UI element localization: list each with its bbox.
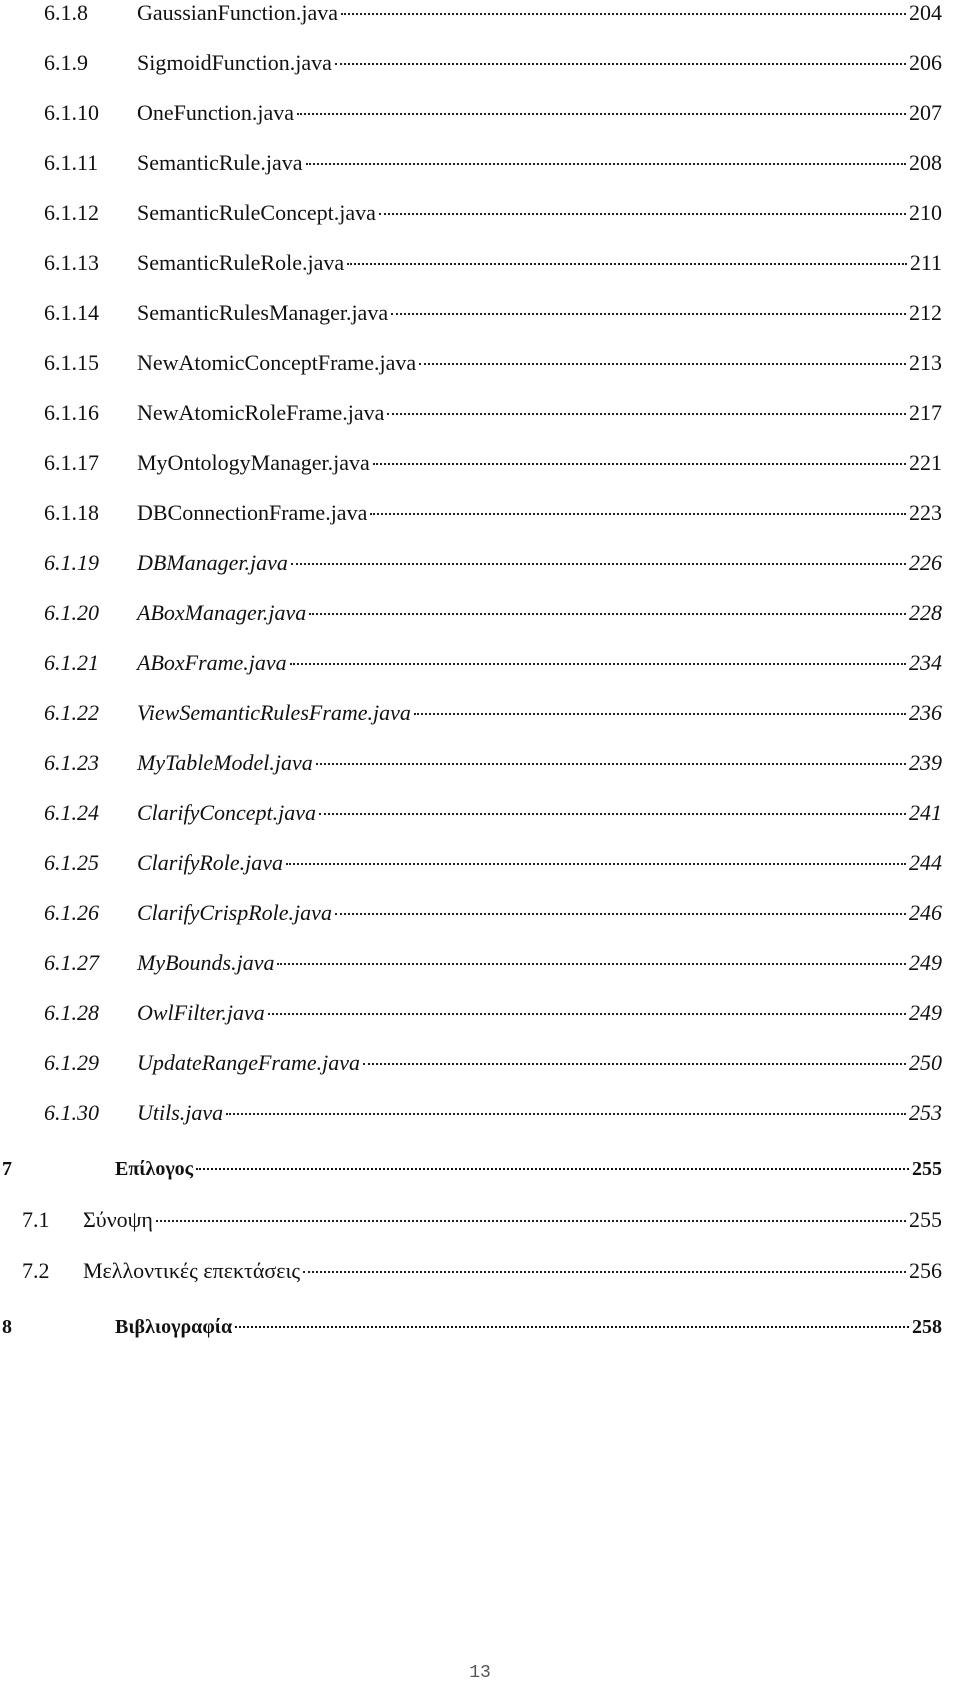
toc-entry-page: 221 <box>909 450 942 475</box>
toc-entry-line <box>137 1000 942 1026</box>
toc-entry-title[interactable]: Βιβλιογραφία <box>115 1316 233 1338</box>
toc-entry-page: 250 <box>909 1050 942 1075</box>
toc-entry-number: 6.1.19 <box>44 550 99 575</box>
toc-entry-number: 6.1.22 <box>44 700 99 725</box>
toc-entry[interactable] <box>0 1316 960 1356</box>
toc-entry-number: 6.1.28 <box>44 1000 99 1025</box>
toc-entry[interactable] <box>0 1100 960 1140</box>
dot-leader <box>335 913 906 915</box>
dot-leader <box>277 963 906 965</box>
toc-entry-page: 206 <box>909 50 942 75</box>
dot-leader <box>373 463 906 465</box>
toc-entry[interactable] <box>0 50 960 90</box>
toc-entry-title[interactable]: ClarifyCrispRole.java <box>137 900 332 925</box>
toc-entry-line <box>137 350 942 376</box>
toc-entry-page: 241 <box>909 800 942 825</box>
toc-entry-title[interactable]: DBManager.java <box>137 550 288 575</box>
toc-entry-number: 6.1.30 <box>44 1100 99 1125</box>
toc-entry-number: 6.1.10 <box>44 100 99 125</box>
dot-leader <box>309 613 906 615</box>
toc-entry-number: 6.1.14 <box>44 300 99 325</box>
dot-leader <box>387 413 906 415</box>
toc-entry-page: 204 <box>909 0 942 25</box>
toc-entry[interactable] <box>0 500 960 540</box>
dot-leader <box>341 13 906 15</box>
page-number: 13 <box>469 1663 491 1683</box>
toc-entry-number: 6.1.18 <box>44 500 99 525</box>
toc-entry[interactable] <box>0 300 960 340</box>
toc-entry[interactable] <box>0 850 960 890</box>
dot-leader <box>391 313 906 315</box>
toc-entry-line <box>137 700 942 726</box>
dot-leader <box>319 813 906 815</box>
toc-entry[interactable] <box>0 0 960 40</box>
toc-entry-number: 6.1.24 <box>44 800 99 825</box>
toc-entry[interactable] <box>0 200 960 240</box>
toc-entry-page: 236 <box>909 700 942 725</box>
toc-entry-title[interactable]: Μελλοντικές επεκτάσεις <box>83 1258 301 1283</box>
toc-entry-title[interactable]: ClarifyRole.java <box>137 850 284 875</box>
toc-entry-line <box>137 200 942 226</box>
dot-leader <box>347 263 907 265</box>
toc-entry-number: 6.1.15 <box>44 350 99 375</box>
dot-leader <box>290 663 906 665</box>
toc-entry-number: 6.1.26 <box>44 900 99 925</box>
toc-entry-line <box>137 900 942 926</box>
dot-leader <box>286 863 906 865</box>
dot-leader <box>316 763 906 765</box>
dot-leader <box>363 1063 906 1065</box>
toc-entry[interactable] <box>0 750 960 790</box>
toc-entry-title[interactable]: ABoxFrame.java <box>137 650 287 675</box>
dot-leader <box>291 563 906 565</box>
toc-entry-number: 6.1.16 <box>44 400 99 425</box>
toc-entry-title[interactable]: MyOntologyManager.java <box>137 450 370 475</box>
toc-entry-page: 255 <box>912 1158 942 1180</box>
toc-entry-line <box>137 0 942 26</box>
toc-entry-page: 212 <box>909 300 942 325</box>
toc-entry-line <box>83 1258 942 1284</box>
toc-entry-title[interactable]: NewAtomicRoleFrame.java <box>137 400 385 425</box>
toc-entry-page: 239 <box>909 750 942 775</box>
dot-leader <box>370 513 906 515</box>
toc-entry-number: 7.1 <box>22 1207 50 1232</box>
toc-entry-page: 208 <box>909 150 942 175</box>
toc-entry[interactable] <box>0 900 960 940</box>
toc-entry-number: 6.1.13 <box>44 250 99 275</box>
toc-entry-page: 253 <box>909 1100 942 1125</box>
toc-entry-title[interactable]: SigmoidFunction.java <box>137 50 332 75</box>
toc-entry-line <box>137 250 942 276</box>
toc-entry-page: 256 <box>909 1258 942 1283</box>
toc-entry[interactable] <box>0 600 960 640</box>
toc-entry-line <box>137 1100 942 1126</box>
toc-entry-line <box>115 1158 942 1181</box>
toc-entry-title[interactable]: MyTableModel.java <box>137 750 313 775</box>
toc-entry-title[interactable]: SemanticRuleRole.java <box>137 250 345 275</box>
toc-entry-number: 6.1.9 <box>44 50 88 75</box>
dot-leader <box>414 713 906 715</box>
toc-entry-page: 234 <box>909 650 942 675</box>
toc-entry-title[interactable]: ViewSemanticRulesFrame.java <box>137 700 411 725</box>
toc-entry[interactable] <box>0 250 960 290</box>
toc-entry-title[interactable]: Επίλογος <box>115 1158 194 1180</box>
toc-entry-title[interactable]: Σύνοψη <box>83 1207 153 1232</box>
toc-entry-page: 211 <box>909 250 942 275</box>
toc-entry-page: 213 <box>909 350 942 375</box>
toc-entry-number: 6.1.29 <box>44 1050 99 1075</box>
toc-entry-title[interactable]: UpdateRangeFrame.java <box>137 1050 360 1075</box>
toc-entry-page: 210 <box>909 200 942 225</box>
dot-leader <box>379 213 906 215</box>
toc-entry-number: 6.1.12 <box>44 200 99 225</box>
toc-entry-title[interactable]: DBConnectionFrame.java <box>137 500 368 525</box>
toc-entry[interactable] <box>0 400 960 440</box>
toc-entry-page: 246 <box>909 900 942 925</box>
toc-entry-number: 6.1.27 <box>44 950 99 975</box>
toc-entry-page: 249 <box>909 950 942 975</box>
toc-entry-title[interactable]: ClarifyConcept.java <box>137 800 317 825</box>
toc-entry-title[interactable]: GaussianFunction.java <box>137 0 339 25</box>
toc-entry-title[interactable]: SemanticRulesManager.java <box>137 300 389 325</box>
toc-entry-line <box>137 450 942 476</box>
toc-entry[interactable] <box>0 1000 960 1040</box>
toc-entry-title[interactable]: SemanticRule.java <box>137 150 303 175</box>
dot-leader <box>297 113 906 115</box>
toc-entry-line <box>137 150 942 176</box>
toc-entry-number: 6.1.23 <box>44 750 99 775</box>
dot-leader <box>196 1168 909 1170</box>
toc-entry-number: 8 <box>2 1316 12 1338</box>
dot-leader <box>335 63 906 65</box>
toc-entry-number: 6.1.21 <box>44 650 99 675</box>
toc-entry[interactable] <box>0 450 960 490</box>
dot-leader <box>268 1013 906 1015</box>
toc-entry-page: 207 <box>909 100 942 125</box>
toc-entry[interactable] <box>0 650 960 690</box>
toc-entry-line <box>83 1207 942 1233</box>
toc-entry[interactable] <box>0 100 960 140</box>
toc-entry-line <box>137 500 942 526</box>
toc-entry-page: 258 <box>912 1316 942 1338</box>
toc-entry-number: 6.1.25 <box>44 850 99 875</box>
toc-entry-line <box>137 850 942 876</box>
toc-entry[interactable] <box>0 1158 960 1198</box>
toc-entry-page: 249 <box>909 1000 942 1025</box>
dot-leader <box>235 1326 909 1328</box>
dot-leader <box>303 1271 906 1273</box>
dot-leader <box>156 1220 906 1222</box>
toc-entry[interactable] <box>0 950 960 990</box>
toc-entry-number: 6.1.20 <box>44 600 99 625</box>
toc-entry-number: 7.2 <box>22 1258 50 1283</box>
toc-entry-title[interactable]: NewAtomicConceptFrame.java <box>137 350 417 375</box>
toc-entry-number: 6.1.17 <box>44 450 99 475</box>
toc-entry[interactable] <box>0 1207 960 1247</box>
toc-entry-line <box>137 650 942 676</box>
toc-entry-page: 223 <box>909 500 942 525</box>
toc-entry-line <box>137 600 942 626</box>
toc-entry-title[interactable]: Utils.java <box>137 1100 224 1125</box>
toc-entry-line <box>137 400 942 426</box>
toc-entry-number: 6.1.8 <box>44 0 88 25</box>
toc-entry-line <box>137 300 942 326</box>
toc-entry-page: 244 <box>909 850 942 875</box>
toc-entry-page: 255 <box>909 1207 942 1232</box>
toc-entry-line <box>137 1050 942 1076</box>
toc-entry-title[interactable]: MyBounds.java <box>137 950 275 975</box>
dot-leader <box>419 363 906 365</box>
toc-entry-line <box>115 1316 942 1339</box>
toc-entry-title[interactable]: OneFunction.java <box>137 100 295 125</box>
toc-entry[interactable] <box>0 150 960 190</box>
toc-entry[interactable] <box>0 800 960 840</box>
toc-entry-title[interactable]: ABoxManager.java <box>137 600 307 625</box>
toc-entry[interactable] <box>0 1050 960 1090</box>
toc-entry-page: 228 <box>909 600 942 625</box>
toc-entry-title[interactable]: OwlFilter.java <box>137 1000 265 1025</box>
toc-entry[interactable] <box>0 1258 960 1298</box>
toc-entry-line <box>137 750 942 776</box>
toc-entry-title[interactable]: SemanticRuleConcept.java <box>137 200 376 225</box>
toc-entry-line <box>137 800 942 826</box>
toc-entry[interactable] <box>0 700 960 740</box>
dot-leader <box>226 1113 906 1115</box>
toc-entry[interactable] <box>0 550 960 590</box>
toc-entry-line <box>137 550 942 576</box>
toc-entry-line <box>137 950 942 976</box>
toc-entry-number: 7 <box>2 1158 12 1180</box>
toc-entry-line <box>137 50 942 76</box>
toc-entry-page: 217 <box>909 400 942 425</box>
dot-leader <box>306 163 906 165</box>
toc-entry-line <box>137 100 942 126</box>
toc-entry-page: 226 <box>909 550 942 575</box>
toc-entry-number: 6.1.11 <box>44 150 99 175</box>
toc-entry[interactable] <box>0 350 960 390</box>
